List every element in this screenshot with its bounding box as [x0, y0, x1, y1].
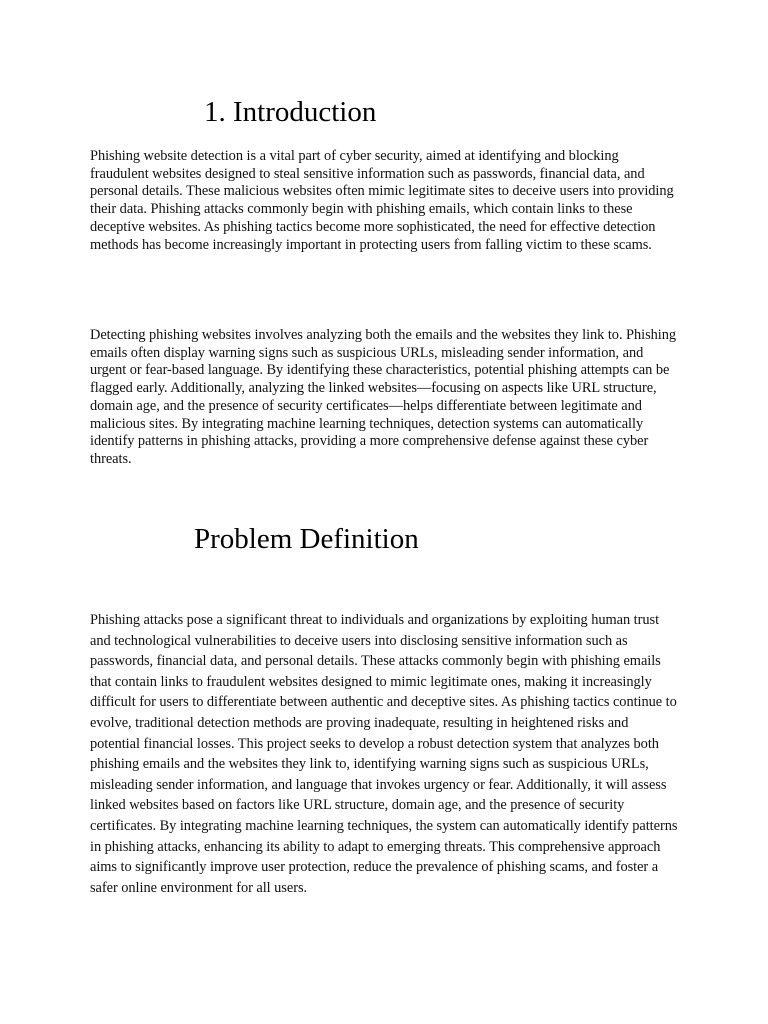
introduction-paragraph-1: Phishing website detection is a vital part of cyber security, aimed at identifying and blocking fraudulent websites designed to steal sensitive information such as passwords, financial data, and personal details. These malicious websites often mimic legitimate sites to deceive users into providing their data. Phishing attacks commonly begin with phishing emails, which contain links to these deceptive websites. As phishing tactics become more sophisticated, the need for effective detection methods has become increasingly important in protecting users from falling victim to these scams.: [90, 148, 674, 253]
introduction-heading: 1. Introduction: [204, 96, 377, 128]
problem-definition-paragraph: Phishing attacks pose a significant threat to individuals and organizations by exploiting human trust and technological vulnerabilities to deceive users into disclosing sensitive information such as passwords, financial data, and personal details. These attacks commonly begin with phishing emails that contain links to fraudulent websites designed to mimic legitimate ones, making it increasingly difficult for users to differentiate between authentic and deceptive sites. As phishing tactics continue to evolve, traditional detection methods are proving inadequate, resulting in heightened risks and potential financial losses. This project seeks to develop a robust detection system that analyzes both phishing emails and the websites they link to, identifying warning signs such as suspicious URLs, misleading sender information, and language that invokes urgency or fear. Additionally, it will assess linked websites based on factors like URL structure, domain age, and the presence of security certificates. By integrating machine learning techniques, the system can automatically identify patterns in phishing attacks, enhancing its ability to adapt to emerging threats. This comprehensive approach aims to significantly improve user protection, reduce the prevalence of phishing scams, and foster a safer online environment for all users.: [90, 612, 678, 896]
introduction-paragraph-2: Detecting phishing websites involves analyzing both the emails and the websites they link to. Phishing emails often display warning signs such as suspicious URLs, misleading sender information, and urgent or fear-based language. By identifying these characteristics, potential phishing attempts can be flagged early. Additionally, analyzing the linked websites—focusing on aspects like URL structure, domain age, and the presence of security certificates—helps differentiate between legitimate and malicious sites. By integrating machine learning techniques, detection systems can automatically identify patterns in phishing attacks, providing a more comprehensive defense against these cyber threats.: [90, 327, 677, 467]
problem-definition-heading: Problem Definition: [194, 523, 419, 555]
